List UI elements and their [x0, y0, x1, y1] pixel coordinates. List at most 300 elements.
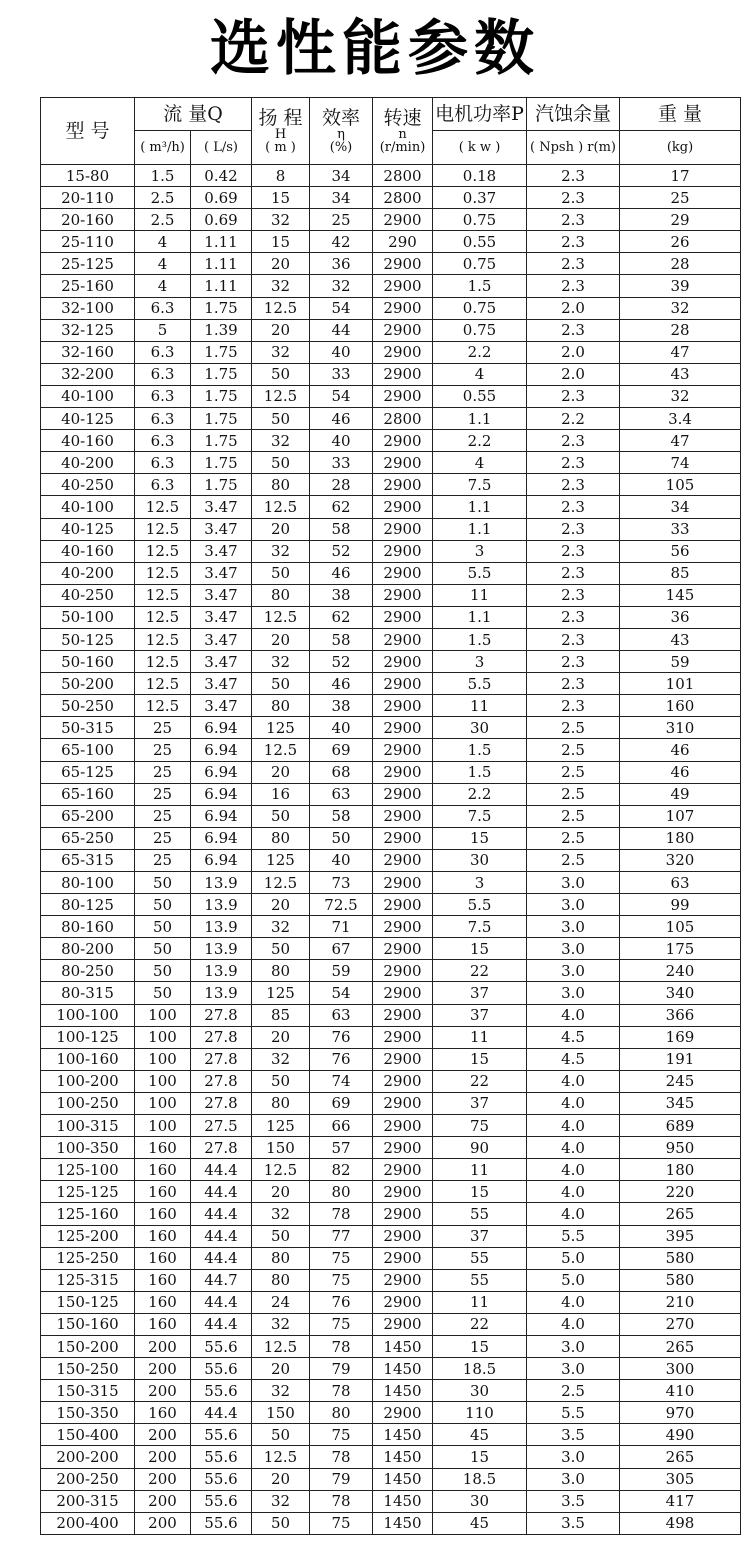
cell-flow-ls: 44.4 [191, 1313, 252, 1335]
cell-head: 12.5 [252, 496, 310, 518]
cell-head: 12.5 [252, 739, 310, 761]
cell-flow-ls: 6.94 [191, 739, 252, 761]
cell-speed: 2900 [373, 1269, 433, 1291]
cell-weight: 300 [620, 1358, 741, 1380]
cell-weight: 36 [620, 606, 741, 628]
cell-head: 12.5 [252, 1446, 310, 1468]
cell-speed: 2900 [373, 916, 433, 938]
cell-speed: 2900 [373, 1026, 433, 1048]
cell-power: 2.2 [433, 430, 527, 452]
cell-flow-m3h: 50 [135, 960, 191, 982]
cell-speed: 2900 [373, 1048, 433, 1070]
cell-model: 50-125 [41, 628, 135, 650]
cell-efficiency: 32 [310, 275, 373, 297]
cell-weight: 490 [620, 1424, 741, 1446]
cell-efficiency: 34 [310, 165, 373, 187]
cell-flow-m3h: 6.3 [135, 408, 191, 430]
table-row [41, 916, 741, 938]
cell-efficiency: 78 [310, 1380, 373, 1402]
cell-efficiency: 46 [310, 408, 373, 430]
table-row [41, 297, 741, 319]
cell-efficiency: 73 [310, 872, 373, 894]
cell-power: 18.5 [433, 1358, 527, 1380]
table-row [41, 783, 741, 805]
cell-model: 125-125 [41, 1181, 135, 1203]
cell-speed: 2900 [373, 1092, 433, 1114]
table-row [41, 452, 741, 474]
cell-head: 32 [252, 1490, 310, 1512]
table-row [41, 872, 741, 894]
cell-flow-ls: 55.6 [191, 1446, 252, 1468]
table-row [41, 540, 741, 562]
cell-head: 12.5 [252, 385, 310, 407]
table-row [41, 1335, 741, 1357]
cell-power: 11 [433, 1159, 527, 1181]
cell-model: 65-125 [41, 761, 135, 783]
cell-head: 50 [252, 452, 310, 474]
header-speed-label: 转速 [383, 107, 422, 129]
cell-flow-ls: 13.9 [191, 894, 252, 916]
cell-model: 40-125 [41, 408, 135, 430]
cell-efficiency: 78 [310, 1203, 373, 1225]
cell-speed: 2900 [373, 739, 433, 761]
cell-flow-m3h: 12.5 [135, 584, 191, 606]
cell-npsh: 2.3 [527, 452, 620, 474]
cell-flow-ls: 1.11 [191, 275, 252, 297]
cell-speed: 2900 [373, 496, 433, 518]
cell-speed: 2900 [373, 695, 433, 717]
cell-speed: 2900 [373, 1070, 433, 1092]
cell-speed: 2900 [373, 982, 433, 1004]
cell-speed: 2800 [373, 165, 433, 187]
cell-efficiency: 58 [310, 628, 373, 650]
cell-efficiency: 75 [310, 1269, 373, 1291]
cell-weight: 395 [620, 1225, 741, 1247]
cell-speed: 2900 [373, 872, 433, 894]
cell-flow-ls: 6.94 [191, 849, 252, 871]
cell-power: 0.75 [433, 319, 527, 341]
cell-flow-m3h: 50 [135, 938, 191, 960]
cell-npsh: 4.0 [527, 1092, 620, 1114]
cell-weight: 366 [620, 1004, 741, 1026]
cell-flow-ls: 13.9 [191, 938, 252, 960]
cell-efficiency: 38 [310, 695, 373, 717]
cell-npsh: 4.0 [527, 1070, 620, 1092]
cell-weight: 950 [620, 1137, 741, 1159]
table-row [41, 1313, 741, 1335]
cell-weight: 240 [620, 960, 741, 982]
cell-flow-ls: 6.94 [191, 761, 252, 783]
cell-efficiency: 75 [310, 1512, 373, 1534]
cell-flow-ls: 1.75 [191, 408, 252, 430]
cell-flow-m3h: 12.5 [135, 673, 191, 695]
cell-flow-m3h: 25 [135, 805, 191, 827]
cell-npsh: 2.3 [527, 651, 620, 673]
cell-efficiency: 52 [310, 651, 373, 673]
cell-weight: 46 [620, 739, 741, 761]
cell-npsh: 2.3 [527, 518, 620, 540]
cell-weight: 46 [620, 761, 741, 783]
cell-weight: 105 [620, 916, 741, 938]
cell-speed: 2900 [373, 1181, 433, 1203]
cell-model: 150-400 [41, 1424, 135, 1446]
cell-power: 5.5 [433, 673, 527, 695]
cell-flow-m3h: 200 [135, 1335, 191, 1357]
cell-efficiency: 76 [310, 1291, 373, 1313]
cell-weight: 17 [620, 165, 741, 187]
performance-table [40, 97, 741, 1535]
cell-flow-ls: 3.47 [191, 606, 252, 628]
cell-flow-m3h: 4 [135, 253, 191, 275]
cell-flow-ls: 6.94 [191, 805, 252, 827]
cell-model: 65-100 [41, 739, 135, 761]
header-efficiency-unit: (%) [329, 140, 353, 155]
cell-power: 2.2 [433, 341, 527, 363]
cell-speed: 2900 [373, 960, 433, 982]
cell-efficiency: 54 [310, 385, 373, 407]
cell-efficiency: 79 [310, 1358, 373, 1380]
cell-weight: 74 [620, 452, 741, 474]
cell-weight: 265 [620, 1335, 741, 1357]
cell-head: 50 [252, 1512, 310, 1534]
cell-weight: 28 [620, 253, 741, 275]
table-row [41, 584, 741, 606]
cell-power: 90 [433, 1137, 527, 1159]
cell-efficiency: 76 [310, 1048, 373, 1070]
cell-weight: 43 [620, 363, 741, 385]
cell-power: 0.18 [433, 165, 527, 187]
cell-npsh: 3.0 [527, 916, 620, 938]
cell-power: 15 [433, 938, 527, 960]
cell-model: 100-315 [41, 1115, 135, 1137]
cell-power: 4 [433, 363, 527, 385]
cell-npsh: 4.0 [527, 1115, 620, 1137]
cell-power: 37 [433, 1004, 527, 1026]
cell-head: 20 [252, 253, 310, 275]
cell-power: 1.1 [433, 518, 527, 540]
cell-speed: 2900 [373, 1291, 433, 1313]
cell-power: 55 [433, 1247, 527, 1269]
cell-head: 12.5 [252, 1335, 310, 1357]
cell-flow-m3h: 25 [135, 827, 191, 849]
cell-speed: 1450 [373, 1424, 433, 1446]
cell-head: 50 [252, 408, 310, 430]
cell-flow-ls: 13.9 [191, 960, 252, 982]
cell-npsh: 2.3 [527, 187, 620, 209]
cell-flow-ls: 6.94 [191, 717, 252, 739]
cell-power: 22 [433, 1070, 527, 1092]
cell-efficiency: 66 [310, 1115, 373, 1137]
cell-npsh: 3.0 [527, 872, 620, 894]
cell-npsh: 3.0 [527, 938, 620, 960]
cell-speed: 2900 [373, 430, 433, 452]
cell-efficiency: 40 [310, 849, 373, 871]
cell-power: 15 [433, 827, 527, 849]
cell-npsh: 4.0 [527, 1313, 620, 1335]
cell-flow-m3h: 12.5 [135, 628, 191, 650]
cell-speed: 2900 [373, 783, 433, 805]
cell-power: 1.5 [433, 275, 527, 297]
cell-weight: 191 [620, 1048, 741, 1070]
cell-flow-ls: 13.9 [191, 982, 252, 1004]
cell-model: 65-315 [41, 849, 135, 871]
table-row [41, 1181, 741, 1203]
cell-head: 32 [252, 1313, 310, 1335]
table-row [41, 717, 741, 739]
cell-efficiency: 69 [310, 1092, 373, 1114]
cell-flow-ls: 27.8 [191, 1048, 252, 1070]
cell-npsh: 5.5 [527, 1402, 620, 1424]
cell-model: 125-160 [41, 1203, 135, 1225]
cell-npsh: 4.5 [527, 1026, 620, 1048]
cell-flow-m3h: 50 [135, 982, 191, 1004]
table-row [41, 673, 741, 695]
cell-model: 80-250 [41, 960, 135, 982]
cell-npsh: 5.0 [527, 1269, 620, 1291]
cell-npsh: 2.5 [527, 805, 620, 827]
header-weight-unit: (kg) [620, 131, 741, 165]
cell-speed: 2900 [373, 673, 433, 695]
cell-model: 40-125 [41, 518, 135, 540]
cell-efficiency: 33 [310, 363, 373, 385]
cell-power: 0.55 [433, 231, 527, 253]
cell-head: 50 [252, 805, 310, 827]
cell-flow-m3h: 6.3 [135, 297, 191, 319]
cell-weight: 970 [620, 1402, 741, 1424]
cell-model: 80-100 [41, 872, 135, 894]
cell-flow-ls: 27.8 [191, 1092, 252, 1114]
table-row [41, 518, 741, 540]
cell-model: 125-250 [41, 1247, 135, 1269]
cell-model: 25-110 [41, 231, 135, 253]
table-row [41, 1225, 741, 1247]
table-row [41, 231, 741, 253]
cell-flow-m3h: 5 [135, 319, 191, 341]
cell-power: 3 [433, 651, 527, 673]
cell-power: 1.5 [433, 761, 527, 783]
table-row [41, 805, 741, 827]
cell-model: 25-125 [41, 253, 135, 275]
cell-weight: 145 [620, 584, 741, 606]
cell-flow-m3h: 200 [135, 1468, 191, 1490]
cell-flow-m3h: 200 [135, 1358, 191, 1380]
cell-npsh: 3.0 [527, 1335, 620, 1357]
cell-power: 37 [433, 982, 527, 1004]
cell-flow-ls: 3.47 [191, 673, 252, 695]
cell-weight: 265 [620, 1203, 741, 1225]
cell-head: 32 [252, 651, 310, 673]
cell-flow-ls: 55.6 [191, 1512, 252, 1534]
cell-model: 40-250 [41, 584, 135, 606]
cell-model: 50-100 [41, 606, 135, 628]
page-title: 选性能参数 [210, 14, 540, 84]
cell-model: 80-125 [41, 894, 135, 916]
cell-speed: 2900 [373, 319, 433, 341]
cell-power: 7.5 [433, 474, 527, 496]
table-row [41, 341, 741, 363]
cell-power: 110 [433, 1402, 527, 1424]
cell-head: 8 [252, 165, 310, 187]
cell-weight: 29 [620, 209, 741, 231]
cell-flow-m3h: 6.3 [135, 430, 191, 452]
table-row [41, 1026, 741, 1048]
table-row [41, 739, 741, 761]
cell-flow-m3h: 12.5 [135, 606, 191, 628]
table-row [41, 1512, 741, 1534]
table-row [41, 385, 741, 407]
cell-efficiency: 59 [310, 960, 373, 982]
cell-power: 5.5 [433, 894, 527, 916]
cell-head: 12.5 [252, 1159, 310, 1181]
cell-flow-m3h: 160 [135, 1203, 191, 1225]
table-row [41, 938, 741, 960]
cell-flow-m3h: 200 [135, 1446, 191, 1468]
cell-speed: 2900 [373, 761, 433, 783]
cell-head: 50 [252, 938, 310, 960]
cell-flow-ls: 1.11 [191, 231, 252, 253]
cell-head: 80 [252, 960, 310, 982]
cell-head: 80 [252, 1269, 310, 1291]
cell-flow-ls: 1.75 [191, 297, 252, 319]
cell-model: 200-200 [41, 1446, 135, 1468]
header-weight: 重 量 [620, 98, 741, 131]
table-row [41, 1203, 741, 1225]
cell-npsh: 2.0 [527, 363, 620, 385]
cell-weight: 305 [620, 1468, 741, 1490]
table-row [41, 651, 741, 673]
cell-flow-m3h: 160 [135, 1313, 191, 1335]
cell-weight: 245 [620, 1070, 741, 1092]
cell-weight: 43 [620, 628, 741, 650]
cell-power: 15 [433, 1446, 527, 1468]
table-row [41, 1468, 741, 1490]
cell-power: 5.5 [433, 562, 527, 584]
table-header [41, 98, 741, 165]
cell-flow-ls: 3.47 [191, 562, 252, 584]
cell-flow-m3h: 100 [135, 1070, 191, 1092]
table-row [41, 960, 741, 982]
cell-power: 22 [433, 960, 527, 982]
cell-power: 11 [433, 695, 527, 717]
cell-flow-ls: 3.47 [191, 651, 252, 673]
cell-speed: 290 [373, 231, 433, 253]
cell-flow-ls: 44.4 [191, 1402, 252, 1424]
cell-flow-ls: 27.8 [191, 1004, 252, 1026]
cell-speed: 2900 [373, 628, 433, 650]
cell-npsh: 2.3 [527, 628, 620, 650]
cell-weight: 32 [620, 385, 741, 407]
cell-speed: 2900 [373, 363, 433, 385]
cell-npsh: 3.0 [527, 894, 620, 916]
cell-model: 100-200 [41, 1070, 135, 1092]
cell-head: 125 [252, 1115, 310, 1137]
cell-weight: 105 [620, 474, 741, 496]
cell-model: 100-350 [41, 1137, 135, 1159]
cell-flow-ls: 1.75 [191, 385, 252, 407]
cell-weight: 160 [620, 695, 741, 717]
cell-flow-ls: 27.8 [191, 1026, 252, 1048]
cell-speed: 2900 [373, 253, 433, 275]
cell-head: 16 [252, 783, 310, 805]
cell-speed: 2900 [373, 894, 433, 916]
cell-efficiency: 63 [310, 1004, 373, 1026]
cell-weight: 410 [620, 1380, 741, 1402]
cell-speed: 1450 [373, 1490, 433, 1512]
cell-speed: 2800 [373, 187, 433, 209]
cell-efficiency: 76 [310, 1026, 373, 1048]
cell-power: 11 [433, 584, 527, 606]
cell-power: 4 [433, 452, 527, 474]
header-npsh-unit: ( Npsh ) r(m) [527, 131, 620, 165]
cell-efficiency: 80 [310, 1181, 373, 1203]
cell-speed: 1450 [373, 1468, 433, 1490]
cell-power: 18.5 [433, 1468, 527, 1490]
cell-flow-m3h: 25 [135, 739, 191, 761]
table-row [41, 827, 741, 849]
cell-weight: 101 [620, 673, 741, 695]
cell-model: 80-315 [41, 982, 135, 1004]
cell-model: 15-80 [41, 165, 135, 187]
cell-flow-ls: 1.39 [191, 319, 252, 341]
cell-efficiency: 40 [310, 341, 373, 363]
cell-head: 50 [252, 673, 310, 695]
cell-flow-m3h: 100 [135, 1115, 191, 1137]
cell-power: 1.1 [433, 496, 527, 518]
cell-flow-ls: 3.47 [191, 628, 252, 650]
cell-weight: 39 [620, 275, 741, 297]
cell-efficiency: 36 [310, 253, 373, 275]
cell-power: 0.75 [433, 209, 527, 231]
cell-flow-m3h: 200 [135, 1490, 191, 1512]
cell-head: 32 [252, 209, 310, 231]
cell-head: 125 [252, 717, 310, 739]
cell-weight: 210 [620, 1291, 741, 1313]
cell-model: 40-200 [41, 452, 135, 474]
cell-npsh: 3.0 [527, 1446, 620, 1468]
cell-speed: 2900 [373, 518, 433, 540]
cell-npsh: 2.3 [527, 695, 620, 717]
cell-weight: 28 [620, 319, 741, 341]
cell-model: 50-250 [41, 695, 135, 717]
cell-head: 125 [252, 982, 310, 1004]
cell-flow-ls: 44.4 [191, 1181, 252, 1203]
cell-flow-ls: 3.47 [191, 695, 252, 717]
table-row [41, 319, 741, 341]
table-row [41, 209, 741, 231]
header-head-unit: ( m ) [265, 140, 296, 155]
table-row [41, 1424, 741, 1446]
cell-model: 50-200 [41, 673, 135, 695]
cell-flow-ls: 44.4 [191, 1291, 252, 1313]
cell-flow-ls: 44.4 [191, 1203, 252, 1225]
cell-head: 32 [252, 540, 310, 562]
cell-weight: 56 [620, 540, 741, 562]
cell-head: 50 [252, 363, 310, 385]
cell-efficiency: 38 [310, 584, 373, 606]
cell-flow-m3h: 12.5 [135, 540, 191, 562]
cell-power: 55 [433, 1203, 527, 1225]
table-row [41, 849, 741, 871]
cell-power: 2.2 [433, 783, 527, 805]
cell-efficiency: 52 [310, 540, 373, 562]
cell-npsh: 2.0 [527, 297, 620, 319]
cell-head: 50 [252, 1070, 310, 1092]
cell-weight: 265 [620, 1446, 741, 1468]
cell-speed: 2900 [373, 606, 433, 628]
cell-power: 30 [433, 1490, 527, 1512]
table-row [41, 1380, 741, 1402]
cell-flow-m3h: 50 [135, 894, 191, 916]
